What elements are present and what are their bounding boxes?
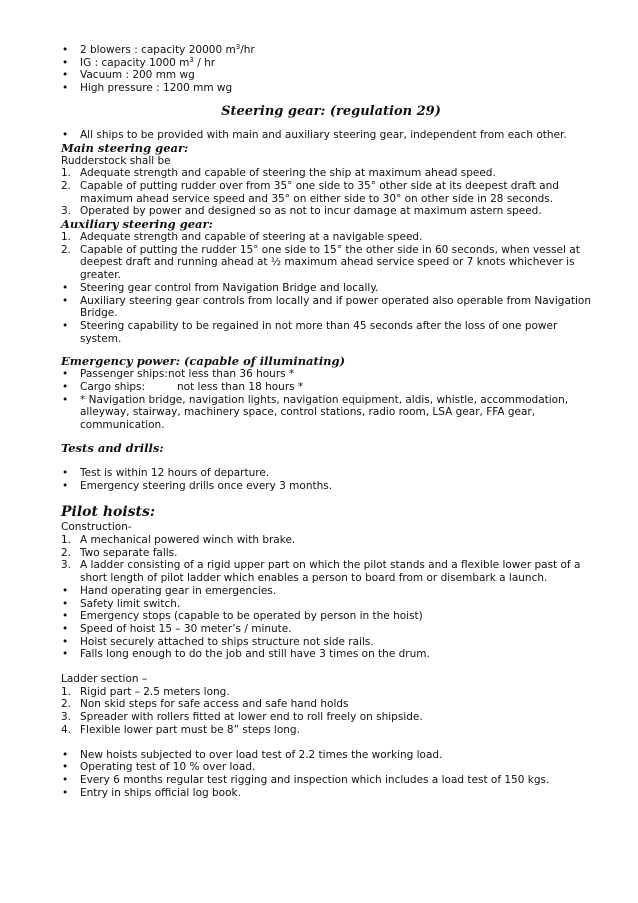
list-item: • High pressure : 1200 mm wg: [61, 82, 601, 95]
list-item: 3. A ladder consisting of a rigid upper part on which the pilot stands and a flexible lower past of a short length of pilot ladder which enables a person to board from or disembark a launch.: [61, 559, 581, 585]
tests-list: [61, 467, 601, 492]
ladder-list: [61, 686, 601, 737]
heading-pilot-hoists: Pilot hoists:: [61, 504, 156, 521]
list-item: • Vacuum : 200 mm wg: [61, 69, 601, 82]
list-item: • Every 6 months regular test rigging and inspection which includes a load test of 150 kgs.: [61, 774, 601, 787]
heading-main-steering: Main steering gear:: [61, 140, 189, 155]
list-item: 1. Adequate strength and capable of steering at a navigable speed.: [61, 231, 423, 244]
list-item: • Passenger ships:not less than 36 hours *: [61, 368, 601, 381]
list-item: 3. Spreader with rollers fitted at lower end to roll freely on shipside.: [61, 711, 423, 724]
list-item: 4. Flexible lower part must be 8” steps long.: [61, 723, 300, 736]
list-item: • Steering gear control from Navigation Bridge and locally.: [61, 282, 601, 295]
list-item: 1. A mechanical powered winch with brake.: [61, 533, 296, 546]
list-item: • Steering capability to be regained in not more than 45 seconds after the loss of one power system.: [61, 320, 601, 345]
document-content: [61, 44, 601, 799]
pilot-construction-list: [61, 534, 601, 585]
list-item: • IG : capacity 1000 $m^3$ / hr: [61, 57, 601, 70]
list-item: • * Navigation bridge, navigation lights, navigation equipment, aldis, whistle, accommodation, alleyway, stairway, machinery space, control stations, radio room, LSA gear, FFA gear, communication.: [61, 394, 601, 432]
list-item: • Test is within 12 hours of departure.: [61, 467, 601, 480]
list-item: • Speed of hoist 15 – 30 meter’s / minute.: [61, 623, 601, 636]
list-item: 2. Two separate falls.: [61, 546, 178, 559]
heading-tests-drills: Tests and drills:: [61, 440, 164, 455]
list-item: 2. Capable of putting the rudder 15° one side to 15° the other side in 60 seconds, when vessel at deepest draft and running ahead at ½ maximum ahead service speed or 7 knots whichever is greater.: [61, 243, 580, 282]
aux-steering-list: [61, 231, 601, 282]
list-item: • Hoist securely attached to ships structure not side rails.: [61, 636, 601, 649]
aux-steering-bullets: [61, 282, 601, 346]
section-title-steering: Steering gear: (regulation 29): [221, 103, 441, 119]
list-item: 1. Adequate strength and capable of steering the ship at maximum ahead speed.: [61, 167, 496, 180]
heading-auxiliary-steering: Auxiliary steering gear:: [61, 217, 213, 232]
list-item: • New hoists subjected to over load test of 2.2 times the working load.: [61, 749, 601, 762]
emergency-list: [61, 368, 601, 432]
list-item: • Auxiliary steering gear controls from locally and if power operated also operable from Navigation Bridge.: [61, 295, 601, 320]
list-item: • Operating test of 10 % over load.: [61, 761, 601, 774]
list-item: • Safety limit switch.: [61, 598, 601, 611]
pilot-construction-sub: Construction-: [61, 521, 132, 534]
list-item: • All ships to be provided with main and auxiliary steering gear, independent from each other.: [61, 129, 601, 142]
pilot-bullets: [61, 585, 601, 661]
list-item: • Hand operating gear in emergencies.: [61, 585, 601, 598]
list-item: • Entry in ships official log book.: [61, 787, 601, 800]
heading-emergency-power: Emergency power: (capable of illuminating): [61, 354, 346, 369]
list-item: • Emergency stops (capable to be operated by person in the hoist): [61, 610, 601, 623]
list-item: • Falls long enough to do the job and still have 3 times on the drum.: [61, 648, 601, 661]
list-item: 3. Operated by power and designed so as not to incur damage at maximum astern speed.: [61, 205, 542, 218]
list-item: • Emergency steering drills once every 3 months.: [61, 480, 601, 493]
main-steering-sub: Rudderstock shall be: [61, 154, 171, 167]
list-item: 2. Capable of putting rudder over from 35° one side to 35° other side at its deepest draft and maximum ahead service speed and 35° on either side to 30° on other side in 28 seconds.: [61, 179, 559, 205]
list-item: • 2 blowers : capacity 20000 $m^3/hr$: [61, 44, 601, 57]
list-item: 2. Non skid steps for safe access and safe hand holds: [61, 698, 349, 711]
ladder-bullets: [61, 749, 601, 800]
main-steering-list: [61, 167, 601, 218]
list-item: 1. Rigid part – 2.5 meters long.: [61, 685, 230, 698]
steering-intro-list: [61, 129, 601, 142]
top-list: [61, 44, 601, 95]
list-item: • Cargo ships: not less than 18 hours *: [61, 381, 601, 394]
ladder-section-sub: Ladder section –: [61, 673, 148, 686]
